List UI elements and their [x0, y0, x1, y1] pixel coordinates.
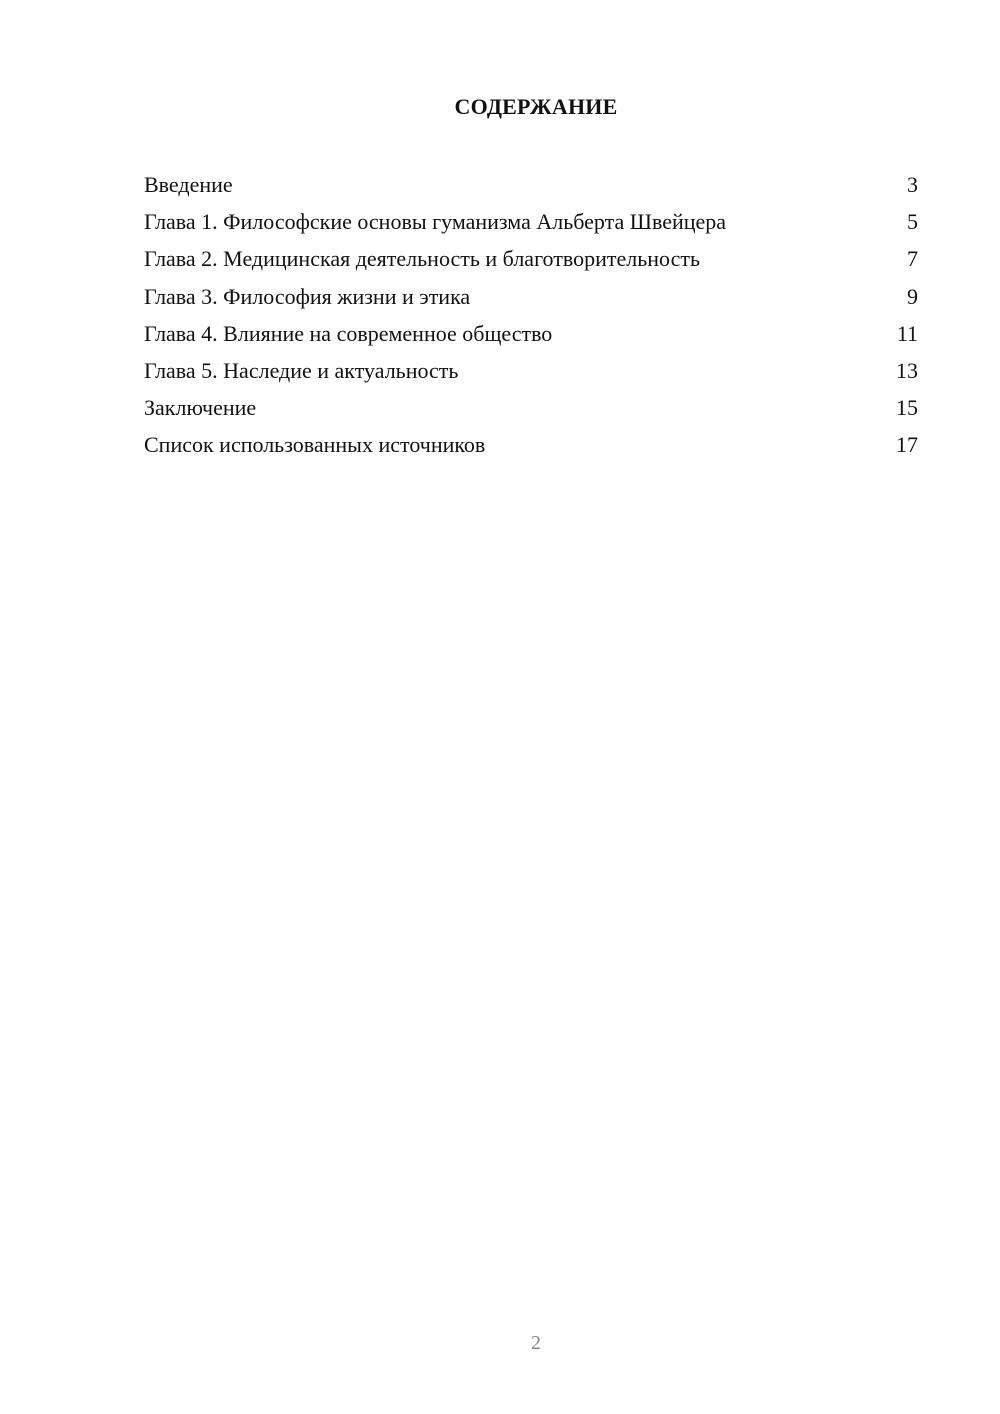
table-of-contents	[144, 166, 918, 464]
toc-item-page: 11	[896, 320, 918, 346]
toc-item-references	[144, 426, 918, 463]
page-number: 2	[531, 1332, 541, 1354]
toc-item-title: Глава 1. Философские основы гуманизма Альберта Швейцера	[144, 209, 727, 235]
toc-item-chapter-3	[144, 278, 918, 315]
toc-item-chapter-2	[144, 240, 918, 277]
toc-item-page: 3	[907, 172, 918, 197]
toc-item-title: Список использованных источников	[144, 432, 486, 458]
toc-item-title: Глава 4. Влияние на современное общество	[144, 320, 553, 346]
toc-item-introduction	[144, 166, 918, 203]
toc-title: СОДЕРЖАНИЕ	[454, 94, 618, 119]
toc-item-page: 7	[907, 246, 918, 272]
toc-item-title: Введение	[144, 172, 233, 197]
toc-item-title: Глава 5. Наследие и актуальность	[144, 357, 459, 383]
toc-item-title: Глава 3. Философия жизни и этика	[144, 283, 471, 309]
toc-item-title: Заключение	[144, 395, 257, 421]
toc-item-page: 15	[896, 395, 918, 421]
toc-item-page: 13	[896, 357, 918, 383]
toc-item-chapter-5	[144, 352, 918, 389]
toc-item-conclusion	[144, 389, 918, 426]
toc-item-chapter-4	[144, 315, 918, 352]
toc-item-chapter-1	[144, 203, 918, 240]
toc-item-page: 9	[907, 283, 918, 309]
toc-item-page: 5	[907, 209, 918, 235]
toc-item-page: 17	[896, 432, 918, 458]
toc-item-title: Глава 2. Медицинская деятельность и благотворительность	[144, 246, 701, 272]
